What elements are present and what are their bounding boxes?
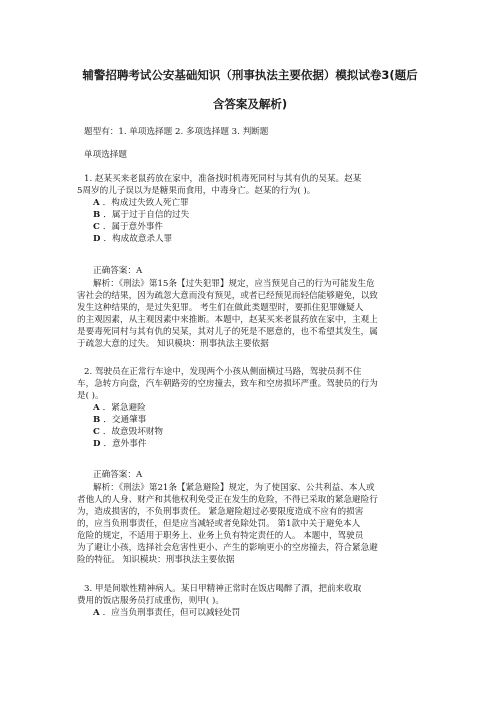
q1-analysis-line6: 于疏忽大意的过失。 知识模块：刑事执法主要依据 (77, 339, 269, 349)
q2-stem-line3: 是( )。 (77, 391, 104, 401)
q2-analysis-line6: 为了避让小孩，选择社会危害性更小、产生的影响更小的空房撞去，符合紧急避 (77, 543, 378, 553)
section-heading-single-choice: 单项选择题 (84, 150, 127, 160)
q2-stem-line1: 2. 驾驶员在正常行车途中，发现两个小孩从侧面横过马路，驾驶员刹不住 (84, 367, 362, 377)
q2-analysis-line1: 解析：《刑法》第21条【紧急避险】规定，为了使国家、公共利益、本人或 (93, 483, 375, 493)
q3-stem-line2: 费用的饭店服务员打成重伤，则甲( )。 (77, 596, 224, 606)
q1-analysis-line4: 的主观因素，从主观因素中来推断。本题中，赵某买来老鼠药放在家中，主观上 (77, 315, 378, 325)
q1-answer: 正确答案：A (93, 266, 143, 276)
q1-stem-line2: 5周岁的儿子误以为是糖果而食用，中毒身亡。赵某的行为( )。 (77, 186, 316, 196)
q2-option-a: A ．紧急避险 (93, 403, 146, 413)
q2-analysis-line2: 者他人的人身、财产和其他权利免受正在发生的危险，不得已采取的紧急避险行 (77, 495, 378, 505)
q2-option-b: B ．交通肇事 (93, 415, 147, 425)
q2-analysis-line7: 险的特征。 知识模块：刑事执法主要依据 (77, 555, 235, 565)
q1-analysis-line2: 害社会的结果，因为疏忽大意而没有预见，或者已经预见而轻信能够避免，以致 (77, 291, 378, 301)
q1-option-c: C ．属于意外事件 (93, 222, 164, 232)
q2-stem-line2: 车，急转方向盘，汽车朝路旁的空房撞去，致车和空房损坏严重。驾驶员的行为 (77, 379, 378, 389)
q2-answer: 正确答案：A (93, 470, 143, 480)
q1-stem-line1: 1. 赵某买来老鼠药放在家中，准备找时机毒死同村与其有仇的吴某。赵某 (84, 174, 362, 184)
q1-option-b: B ．属于过于自信的过失 (93, 210, 190, 220)
q1-option-d: D ．构成故意杀人罪 (93, 234, 173, 244)
q1-analysis-line3: 发生这种结果的，是过失犯罪。 考生们在做此类题型时，要抓住犯罪嫌疑人 (77, 303, 364, 313)
q3-option-a: A ．应当负刑事责任，但可以减轻处罚 (93, 608, 241, 618)
q2-analysis-line3: 为，造成损害的，不负刑事责任。 紧急避险超过必要限度造成不应有的损害 (77, 507, 364, 517)
q1-option-a: A ．构成过失致人死亡罪 (93, 198, 189, 208)
question-types: 题型有：1. 单项选择题 2. 多项选择题 3. 判断题 (84, 127, 269, 137)
q3-stem-line1: 3. 甲是间歇性精神病人。某日甲精神正常时在饭店喝醉了酒，把前来收取 (84, 584, 362, 594)
q2-option-c: C ．故意毁坏财物 (93, 427, 164, 437)
document-title-line2: 含答案及解析) (212, 97, 288, 111)
q1-analysis-line5: 是要毒死同村与其有仇的吴某，其对儿子的死是不愿意的，也不希望其发生，属 (77, 327, 378, 337)
document-title-line1: 辅警招聘考试公安基础知识（刑事执法主要依据）模拟试卷3(题后 (82, 68, 418, 82)
q2-option-d: D ．意外事件 (93, 439, 147, 449)
q2-analysis-line5: 危险的规定，不适用于职务上、业务上负有特定责任的人。 本题中，驾驶员 (77, 531, 364, 541)
q2-analysis-line4: 的，应当负刑事责任，但是应当减轻或者免除处罚。 第1款中关于避免本人 (77, 519, 361, 529)
q1-analysis-line1: 解析：《刑法》第15条【过失犯罪】规定，应当预见自己的行为可能发生危 (93, 279, 375, 289)
